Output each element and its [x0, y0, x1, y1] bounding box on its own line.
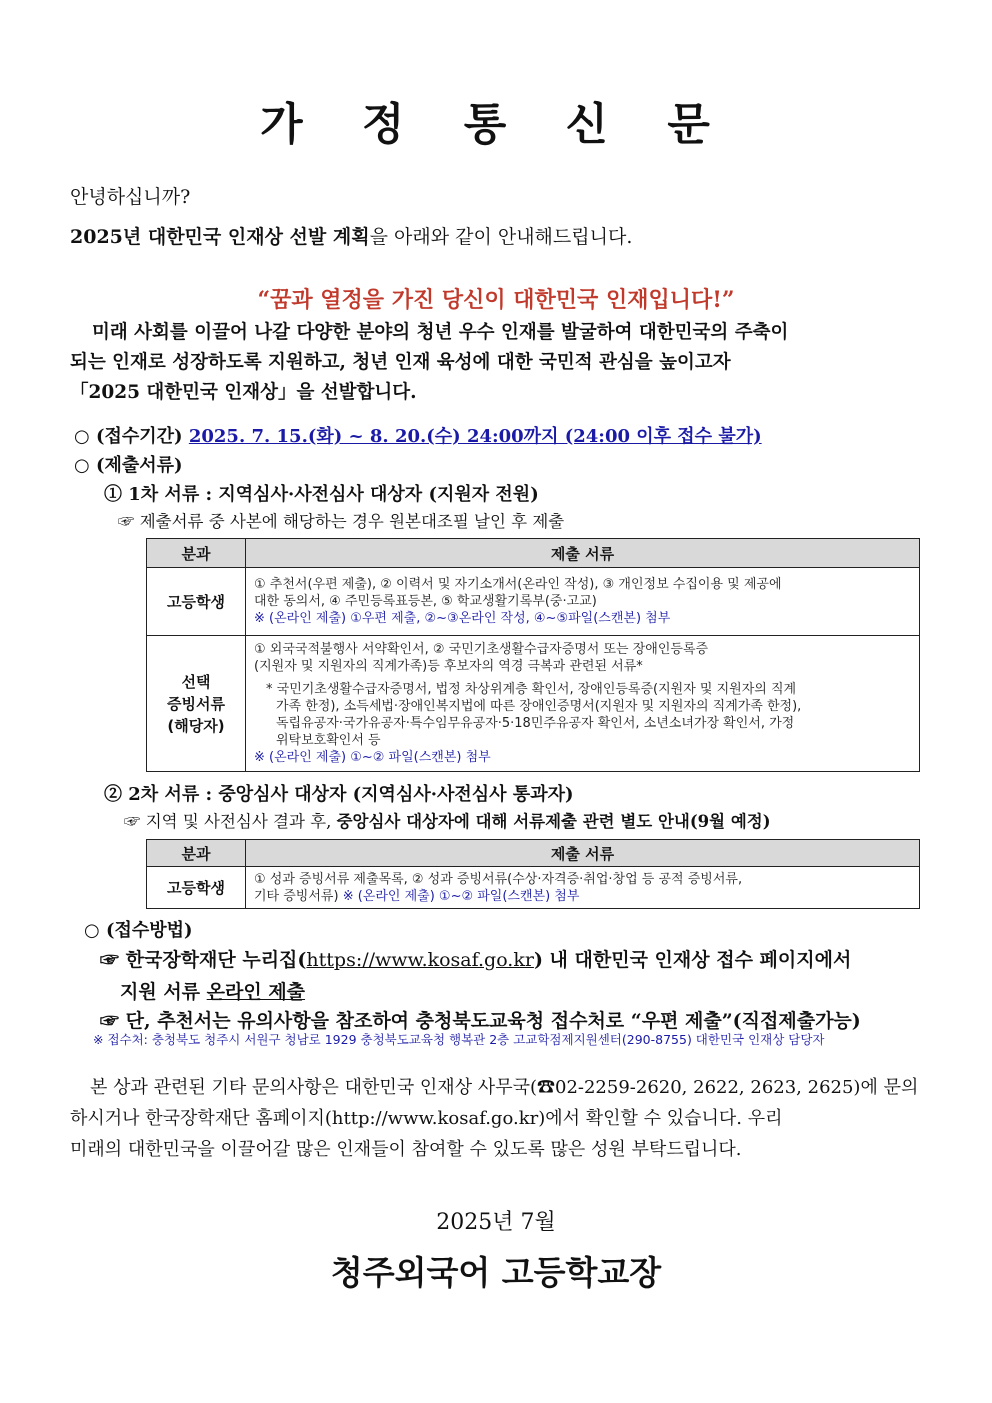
method-line-2: [120, 977, 305, 1004]
table-header-row: [147, 840, 920, 867]
method-line-1: [100, 945, 851, 972]
first-round-table: [146, 538, 920, 772]
method-text-b: ) 내 대한민국 인재상 접수 페이지에서: [533, 949, 852, 971]
row-line: 대한 동의서, ④ 주민등록표등본, ⑤ 학교생활기록부(중·고교): [254, 594, 597, 609]
docs-label: ○ (제출서류): [74, 455, 183, 476]
issue-date: 2025년 7월: [436, 1210, 556, 1235]
first-round-note: ☞ 제출서류 중 사본에 해당하는 경우 원본대조필 날인 후 제출: [118, 512, 565, 531]
second-round-heading: ② 2차 서류 : 중앙심사 대상자 (지역심사·사전심사 통과자): [104, 784, 574, 805]
header-category: 분과: [147, 840, 246, 867]
table-row: [147, 636, 920, 772]
kosaf-link[interactable]: https://www.kosaf.go.kr: [306, 949, 534, 971]
row-documents: [246, 867, 920, 909]
row-line: [254, 888, 911, 905]
header-documents: 제출 서류: [246, 539, 920, 568]
row-documents: [246, 636, 920, 772]
footnote-line: 가족 한정), 소득세법·장애인복지법에 따른 장애인증명서(지원자 및 지원자의 직계가족 한정),: [276, 699, 802, 714]
category-line: 선택: [181, 672, 211, 691]
greeting: 안녕하십니까?: [70, 186, 191, 208]
header-category: 분과: [147, 539, 246, 568]
row-category: 고등학생: [147, 867, 246, 909]
header-documents: 제출 서류: [246, 840, 920, 867]
row-note: ※ (온라인 제출) ①~② 파일(스캔본) 첨부: [254, 750, 491, 765]
row-documents: [246, 568, 920, 636]
period-value: 2025. 7. 15.(화) ~ 8. 20.(수) 24:00까지 (24:00 이후 접수 불가): [188, 426, 762, 447]
intro-bold: 2025년 대한민국 인재상 선발 계획: [70, 226, 370, 248]
closing-paragraph: [70, 1072, 922, 1165]
row-line-text: 기타 증빙서류): [254, 888, 343, 904]
second-round-note: [124, 808, 771, 832]
second-note-b: 중앙심사 대상자에 대해 서류제출 관련 별도 안내(9월 예정): [336, 812, 771, 831]
method-line-3: ☞ 단, 추천서는 유의사항을 참조하여 충청북도교육청 접수처로 “우편 제출”(직접제출가능): [100, 1010, 861, 1032]
closing-line-2: 하시거나 한국장학재단 홈페이지(http://www.kosaf.go.kr)에서 확인할 수 있습니다. 우리: [70, 1108, 783, 1129]
online-submit-text: 온라인 제출: [206, 981, 306, 1003]
row-line: (지원자 및 지원자의 직계가족)등 후보자의 역경 극복과 관련된 서류*: [254, 659, 643, 674]
footnote-line: 독립유공자·국가유공자·특수임무유공자·5·18민주유공자 확인서, 소년소녀가장 확인서, 가정: [276, 716, 795, 731]
page-title: 가 정 통 신 문: [260, 99, 732, 150]
second-round-table: [146, 839, 920, 909]
period-label: ○ (접수기간): [74, 426, 183, 447]
closing-line-3: 미래의 대한민국을 이끌어갈 많은 인재들이 참여할 수 있도록 많은 성원 부탁드립니다.: [70, 1139, 742, 1160]
category-line: (해당자): [167, 716, 225, 735]
slogan: “꿈과 열정을 가진 당신이 대한민국 인재입니다!”: [257, 287, 735, 313]
method-text-c: 지원 서류: [120, 981, 207, 1003]
method-label: ○ (접수방법): [84, 920, 193, 941]
row-line: ① 성과 증빙서류 제출목록, ② 성과 증빙서류(수상·자격증·취업·창업 등 공적 증빙서류,: [254, 871, 743, 887]
first-round-heading: ① 1차 서류 : 지역심사·사전심사 대상자 (지원자 전원): [104, 484, 539, 505]
row-line: ① 추천서(우편 제출), ② 이력서 및 자기소개서(온라인 작성), ③ 개인정보 수집이용 및 제공에: [254, 577, 782, 592]
row-note: ※ (온라인 제출) ①우편 제출, ②~③온라인 작성, ④~⑤파일(스캔본) 첨부: [254, 611, 671, 626]
address-note: ※ 접수처: 충청북도 청주시 서원구 청남로 1929 충청북도교육청 행복관 2층 고교학점제지원센터(290-8755) 대한민국 인재상 담당자: [93, 1032, 825, 1047]
period-row: [74, 422, 762, 448]
table-header-row: [147, 539, 920, 568]
intro-paragraph: [70, 318, 922, 408]
method-text-a: ☞ 한국장학재단 누리집(: [100, 949, 307, 971]
footnote-line: * 국민기초생활수급자증명서, 법정 차상위계층 확인서, 장애인등록증(지원자 및 지원자의 직계: [266, 682, 797, 697]
paragraph-line-3: 「2025 대한민국 인재상」을 선발합니다.: [70, 382, 417, 403]
row-line: ① 외국국적불행사 서약확인서, ② 국민기초생활수급자증명서 또는 장애인등록증: [254, 642, 709, 657]
intro-line: [70, 222, 632, 249]
paragraph-line-1: 미래 사회를 이끌어 나갈 다양한 분야의 청년 우수 인재를 발굴하여 대한민국의 주축이: [92, 322, 789, 343]
table-row: [147, 867, 920, 909]
row-category: 고등학생: [147, 568, 246, 636]
paragraph-line-2: 되는 인재로 성장하도록 지원하고, 청년 인재 육성에 대한 국민적 관심을 높이고자: [70, 352, 731, 373]
second-note-a: ☞ 지역 및 사전심사 결과 후,: [124, 812, 337, 831]
row-note: ※ (온라인 제출) ①~② 파일(스캔본) 첨부: [342, 888, 580, 904]
row-category: [147, 636, 246, 772]
table-row: [147, 568, 920, 636]
footnote-line: 위탁보호확인서 등: [276, 733, 381, 748]
signature: 청주외국어 고등학교장: [330, 1253, 662, 1292]
closing-line-1: 본 상과 관련된 기타 문의사항은 대한민국 인재상 사무국(☎02-2259-2620, 2622, 2623, 2625)에 문의: [90, 1077, 919, 1098]
intro-rest: 을 아래와 같이 안내해드립니다.: [369, 226, 633, 248]
category-line: 증빙서류: [167, 694, 225, 713]
